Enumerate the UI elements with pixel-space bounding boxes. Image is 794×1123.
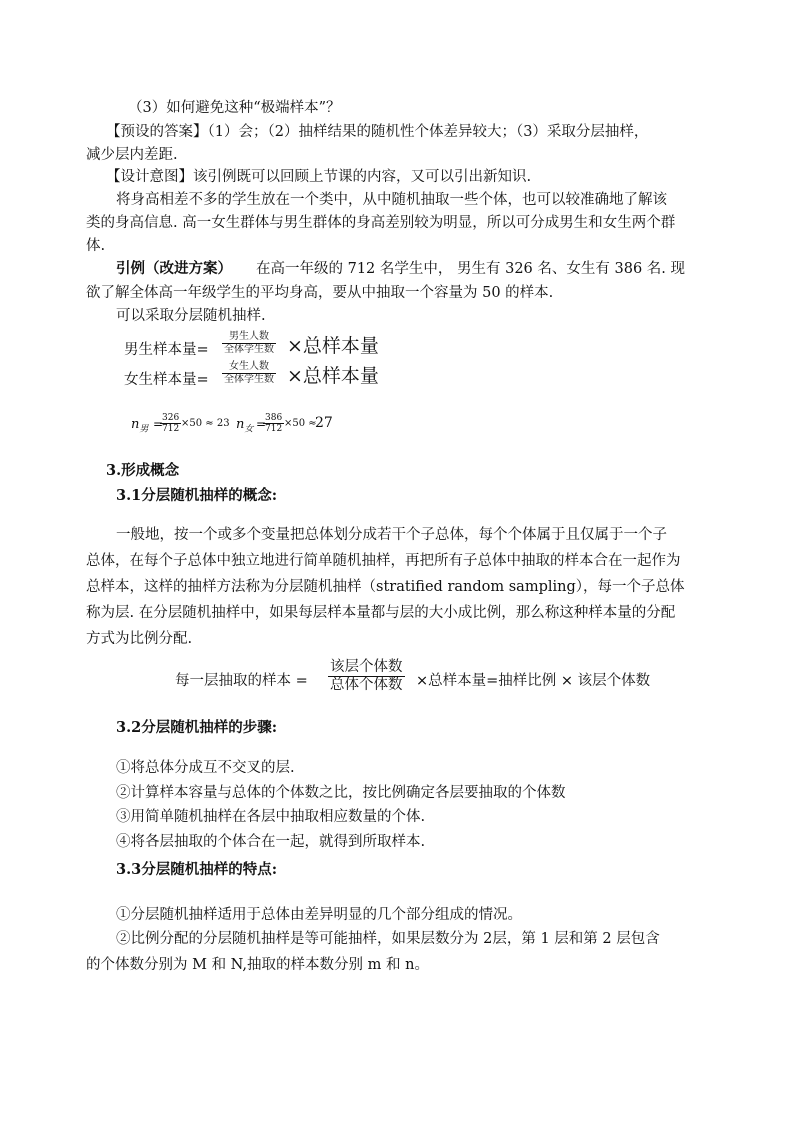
layer-fraction-denominator: 总体个体数 <box>330 677 403 693</box>
layer-formula-rest: ×总样本量=抽样比例 × 该层个体数 <box>416 673 651 689</box>
female-fraction <box>222 361 276 386</box>
definition-line-4: 称为层. 在分层随机抽样中，如果每层样本量都与层的大小成比例，那么称这种样本量的分配 <box>86 605 676 621</box>
n-male-equals: = <box>153 417 164 431</box>
design-intent: 【设计意图】该引例既可以回顾上节课的内容，又可以引出新知识. <box>106 169 532 185</box>
feature-2-line-2: 的个体数分别为 M 和 N,抽取的样本数分别 m 和 n。 <box>86 957 429 973</box>
n-female-operation: ×50 ≈ <box>284 418 317 429</box>
n-female-fraction <box>263 413 284 434</box>
feature-2-line-1: ②比例分配的分层随机抽样是等可能抽样，如果层数分为 2层，第 1 层和第 2 层包含 <box>116 931 660 947</box>
n-male-numerator: 326 <box>162 413 180 423</box>
preset-answer-line-2: 减少层内差距. <box>86 147 178 163</box>
section-3-2-heading: 3.2分层随机抽样的步骤: <box>116 719 278 736</box>
definition-line-5: 方式为比例分配. <box>86 631 193 647</box>
layer-formula-label: 每一层抽取的样本 = <box>175 673 308 689</box>
female-formula-label: 女生样本量= <box>124 372 209 388</box>
n-male-result: ×50 ≈ 23 <box>181 418 230 429</box>
question-3: （3）如何避免这种“极端样本”？ <box>128 100 341 116</box>
step-4: ④将各层抽取的个体合在一起，就得到所取样本. <box>116 834 426 850</box>
paragraph-1-line-1: 将身高相差不多的学生放在一个类中，从中随机抽取一些个体，也可以较准确地了解该 <box>116 192 667 208</box>
step-3: ③用简单随机抽样在各层中抽取相应数量的个体. <box>116 809 426 825</box>
section-3-heading: 3.形成概念 <box>106 462 180 479</box>
n-female-result: 27 <box>315 415 333 431</box>
definition-line-3: 总样本，这样的抽样方法称为分层随机抽样（stratified random sampling），每一个子总体 <box>86 579 685 595</box>
definition-line-1: 一般地，按一个或多个变量把总体划分成若干个子总体，每个个体属于且仅属于一个子 <box>116 527 667 543</box>
n-female-variable: $n_女$ <box>236 417 254 435</box>
male-fraction-numerator: 男生人数 <box>229 331 269 342</box>
definition-line-2: 总体，在每个子总体中独立地进行简单随机抽样，再把所有子总体中抽取的样本合在一起作为 <box>86 553 681 569</box>
example-line-3: 可以采取分层随机抽样. <box>116 308 266 324</box>
n-female-equals: = <box>256 417 267 431</box>
male-fraction <box>222 331 276 356</box>
paragraph-1-line-2: 类的身高信息. 高一女生群体与男生群体的身高差别较为明显，所以可分成男生和女生两个群 <box>86 215 676 231</box>
layer-fraction-numerator: 该层个体数 <box>330 659 403 675</box>
n-female-numerator: 386 <box>265 413 283 423</box>
step-2: ②计算样本容量与总体的个体数之比，按比例确定各层要抽取的个体数 <box>116 785 566 801</box>
example-title: 引例（改进方案） <box>116 260 232 277</box>
male-fraction-denominator: 全体学生数 <box>224 344 274 355</box>
preset-answer-line-1: 【预设的答案】（1）会；（2）抽样结果的随机性个体差异较大；（3）采取分层抽样， <box>106 124 649 140</box>
example-line-1: 在高一年级的 712 名学生中， 男生有 326 名、女生有 386 名. 现 <box>256 261 686 277</box>
male-formula-label: 男生样本量= <box>124 342 209 358</box>
female-fraction-numerator: 女生人数 <box>229 361 269 372</box>
n-male-variable: $n_男$ <box>131 417 149 435</box>
female-fraction-denominator: 全体学生数 <box>224 374 274 385</box>
feature-1: ①分层随机抽样适用于总体由差异明显的几个部分组成的情况。 <box>116 907 522 923</box>
section-3-3-heading: 3.3分层随机抽样的特点: <box>116 861 278 878</box>
female-times-total: ×总样本量 <box>287 365 379 387</box>
section-3-1-heading: 3.1分层随机抽样的概念: <box>116 487 278 504</box>
n-male-fraction <box>160 413 181 434</box>
example-line-2: 欲了解全体高一年级学生的平均身高，要从中抽取一个容量为 50 的样本. <box>86 285 554 301</box>
n-female-denominator: 712 <box>265 424 283 434</box>
layer-fraction <box>328 659 405 694</box>
paragraph-1-line-3: 体. <box>86 238 106 254</box>
n-male-denominator: 712 <box>162 424 180 434</box>
step-1: ①将总体分成互不交叉的层. <box>116 760 295 776</box>
male-times-total: ×总样本量 <box>287 335 379 357</box>
